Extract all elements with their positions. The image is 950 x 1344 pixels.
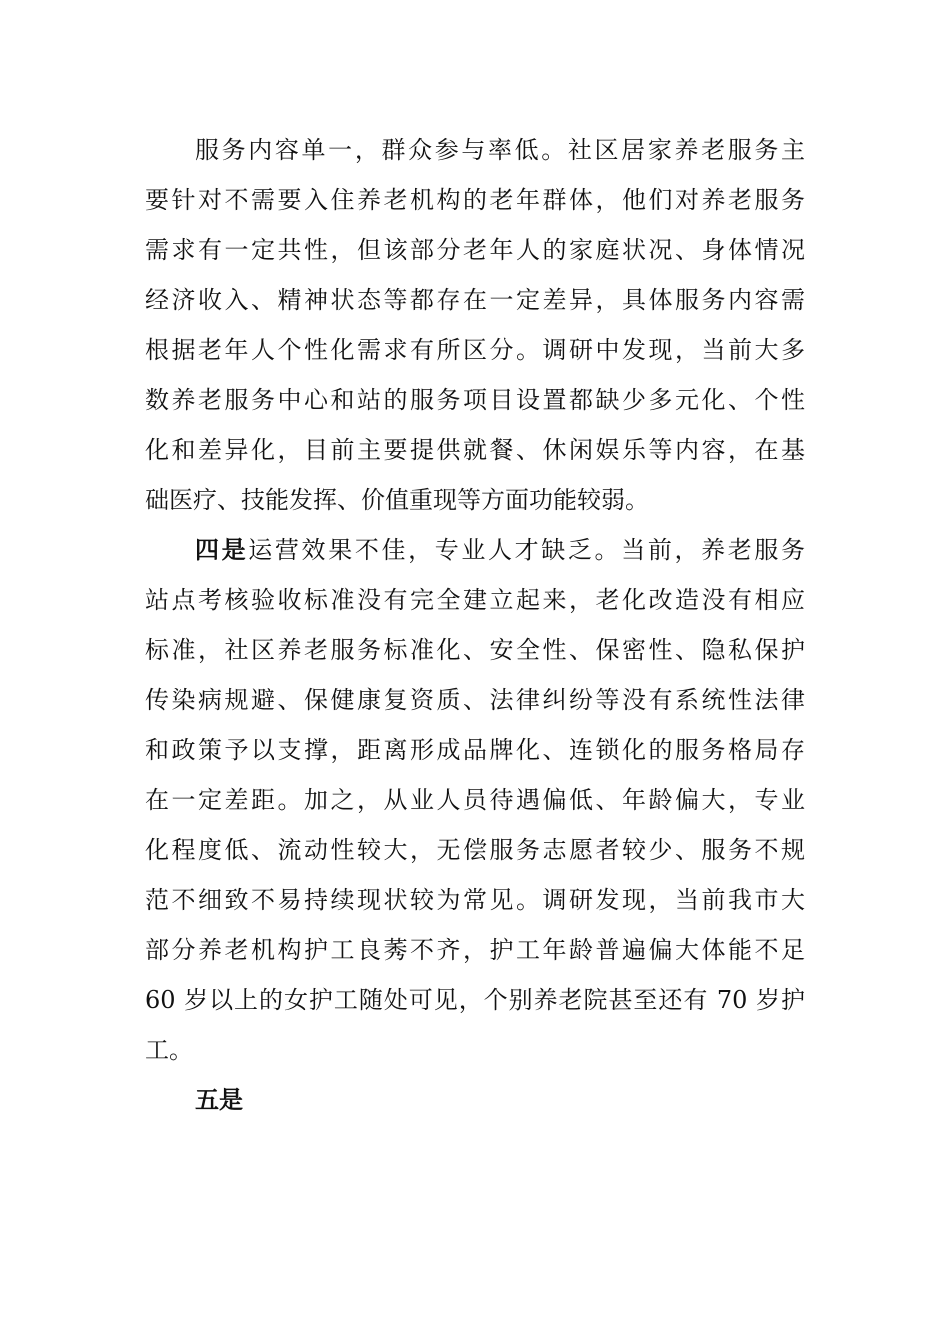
text-line: 站点考核验收标准没有完全建立起来，老化改造没有相应 xyxy=(145,586,805,614)
text-line: 要针对不需要入住养老机构的老年群体，他们对养老服务 xyxy=(145,186,805,214)
text-span: 运营效果不佳，专业人才缺乏。当前，养老服务 xyxy=(248,536,806,564)
text-line: 标准，社区养老服务标准化、安全性、保密性、隐私保护 xyxy=(145,636,805,664)
text-line: 部分养老机构护工良莠不齐，护工年龄普遍偏大体能不足 xyxy=(145,936,805,964)
text-line: 60 岁以上的女护工随处可见，个别养老院甚至还有 70 岁护 xyxy=(145,986,805,1014)
text-line xyxy=(195,1080,805,1120)
lead-label-four: 四是 xyxy=(195,536,249,564)
lead-label-five: 五是 xyxy=(195,1086,243,1114)
text-line: 经济收入、精神状态等都存在一定差异，具体服务内容需 xyxy=(145,286,805,314)
text-line: 范不细致不易持续现状较为常见。调研发现，当前我市大 xyxy=(145,886,805,914)
text-line: 根据老年人个性化需求有所区分。调研中发现，当前大多 xyxy=(145,336,805,364)
text-line: 和政策予以支撑，距离形成品牌化、连锁化的服务格局存 xyxy=(145,736,805,764)
text-line: 化和差异化，目前主要提供就餐、休闲娱乐等内容，在基 xyxy=(145,436,805,464)
text-line: 础医疗、技能发挥、价值重现等方面功能较弱。 xyxy=(145,486,649,514)
text-line xyxy=(195,530,805,570)
text-line: 在一定差距。加之，从业人员待遇偏低、年龄偏大，专业 xyxy=(145,786,805,814)
text-line: 数养老服务中心和站的服务项目设置都缺少多元化、个性 xyxy=(145,386,805,414)
text-line: 传染病规避、保健康复资质、法律纠纷等没有系统性法律 xyxy=(145,686,805,714)
text-line: 工。 xyxy=(145,1036,193,1064)
text-line: 化程度低、流动性较大，无偿服务志愿者较少、服务不规 xyxy=(145,836,805,864)
text-line: 需求有一定共性，但该部分老年人的家庭状况、身体情况 xyxy=(145,236,805,264)
text-line: 服务内容单一，群众参与率低。社区居家养老服务主 xyxy=(195,136,805,164)
